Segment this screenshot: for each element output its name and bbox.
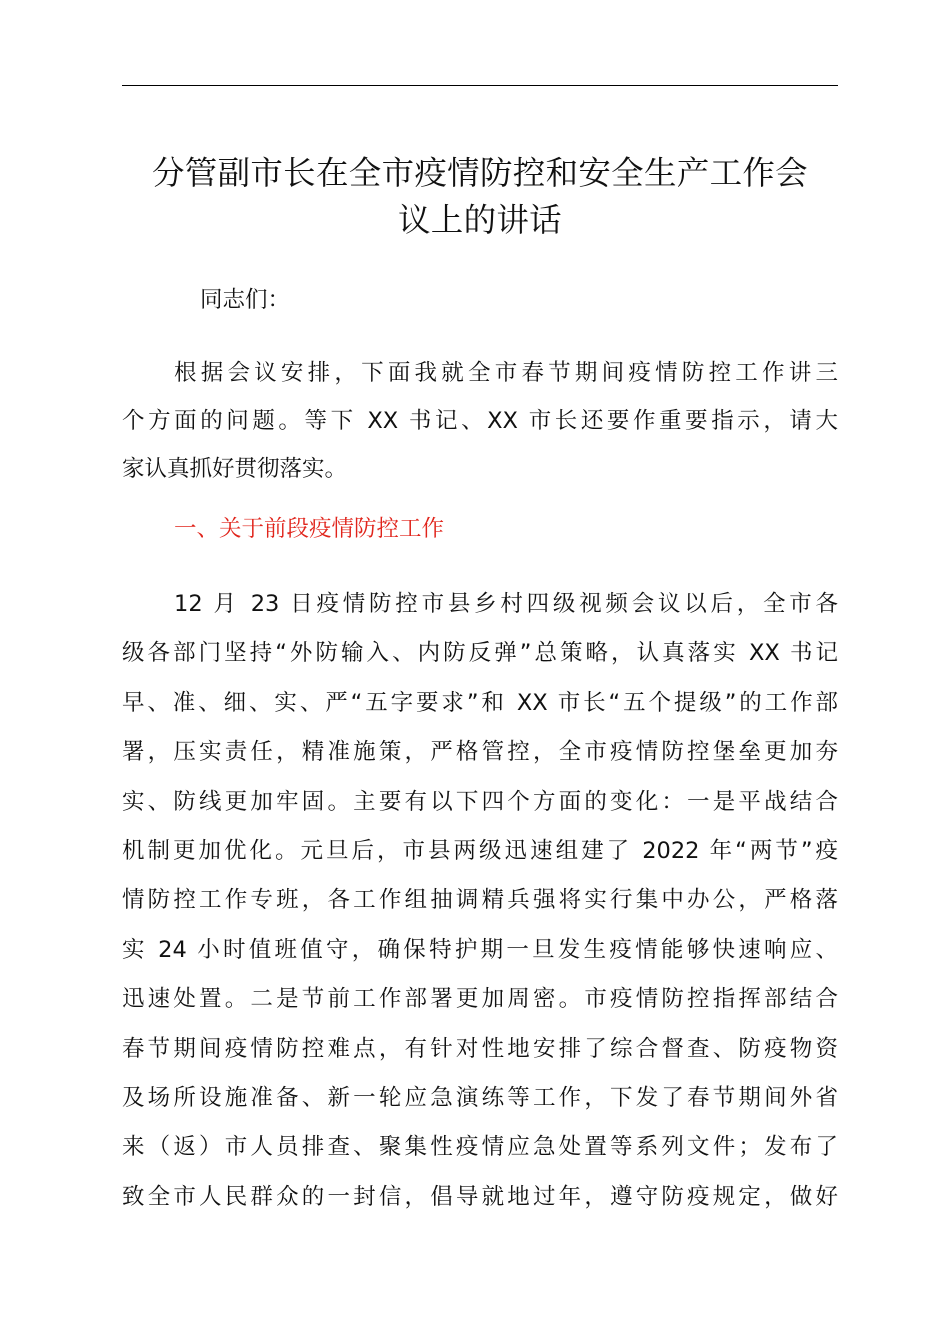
title-line-1: 分管副市长在全市疫情防控和安全生产工作会	[151, 154, 808, 192]
intro-line: 个方面的问题。等下 XX 书记、XX 市长还要作重要指示，请大	[122, 408, 838, 434]
section-line: 署，压实责任，精准施策，严格管控，全市疫情防控堡垒更加夯	[122, 739, 838, 766]
section-line: 情防控工作专班，各工作组抽调精兵强将实行集中办公，严格落	[122, 887, 838, 914]
section-line: 实、防线更加牢固。主要有以下四个方面的变化：一是平战结合	[122, 788, 838, 815]
section-line: 迅速处置。二是节前工作部署更加周密。市疫情防控指挥部结合	[122, 986, 838, 1013]
section-line: 实 24 小时值班值守，确保特护期一旦发生疫情能够快速响应、	[122, 936, 838, 963]
title-line-2: 议上的讲话	[397, 201, 562, 239]
section-line: 级各部门坚持“外防输入、内防反弹”总策略，认真落实 XX 书记	[122, 640, 838, 667]
section-line: 来（返）市人员排查、聚集性疫情应急处置等系列文件；发布了	[122, 1134, 838, 1161]
section-line: 及场所设施准备、新一轮应急演练等工作，下发了春节期间外省	[122, 1085, 838, 1112]
intro-paragraph	[122, 349, 838, 493]
section-heading: 一、关于前段疫情防控工作	[174, 516, 445, 542]
section-line: 机制更加优化。元旦后，市县两级迅速组建了 2022 年“两节”疫	[122, 838, 838, 865]
section-line: 春节期间疫情防控难点，有针对性地安排了综合督查、防疫物资	[122, 1035, 838, 1062]
page-title	[122, 150, 838, 244]
section-paragraph	[122, 580, 838, 1222]
header-rule	[122, 85, 838, 86]
salutation: 同志们：	[200, 287, 291, 313]
section-line: 致全市人民群众的一封信，倡导就地过年，遵守防疫规定，做好	[122, 1183, 838, 1210]
section-line: 12 月 23 日疫情防控市县乡村四级视频会议以后，全市各	[174, 591, 838, 617]
intro-line: 家认真抓好贯彻落实。	[122, 456, 348, 482]
intro-line: 根据会议安排，下面我就全市春节期间疫情防控工作讲三	[174, 360, 838, 386]
section-line: 早、准、细、实、严“五字要求”和 XX 市长“五个提级”的工作部	[122, 689, 838, 716]
